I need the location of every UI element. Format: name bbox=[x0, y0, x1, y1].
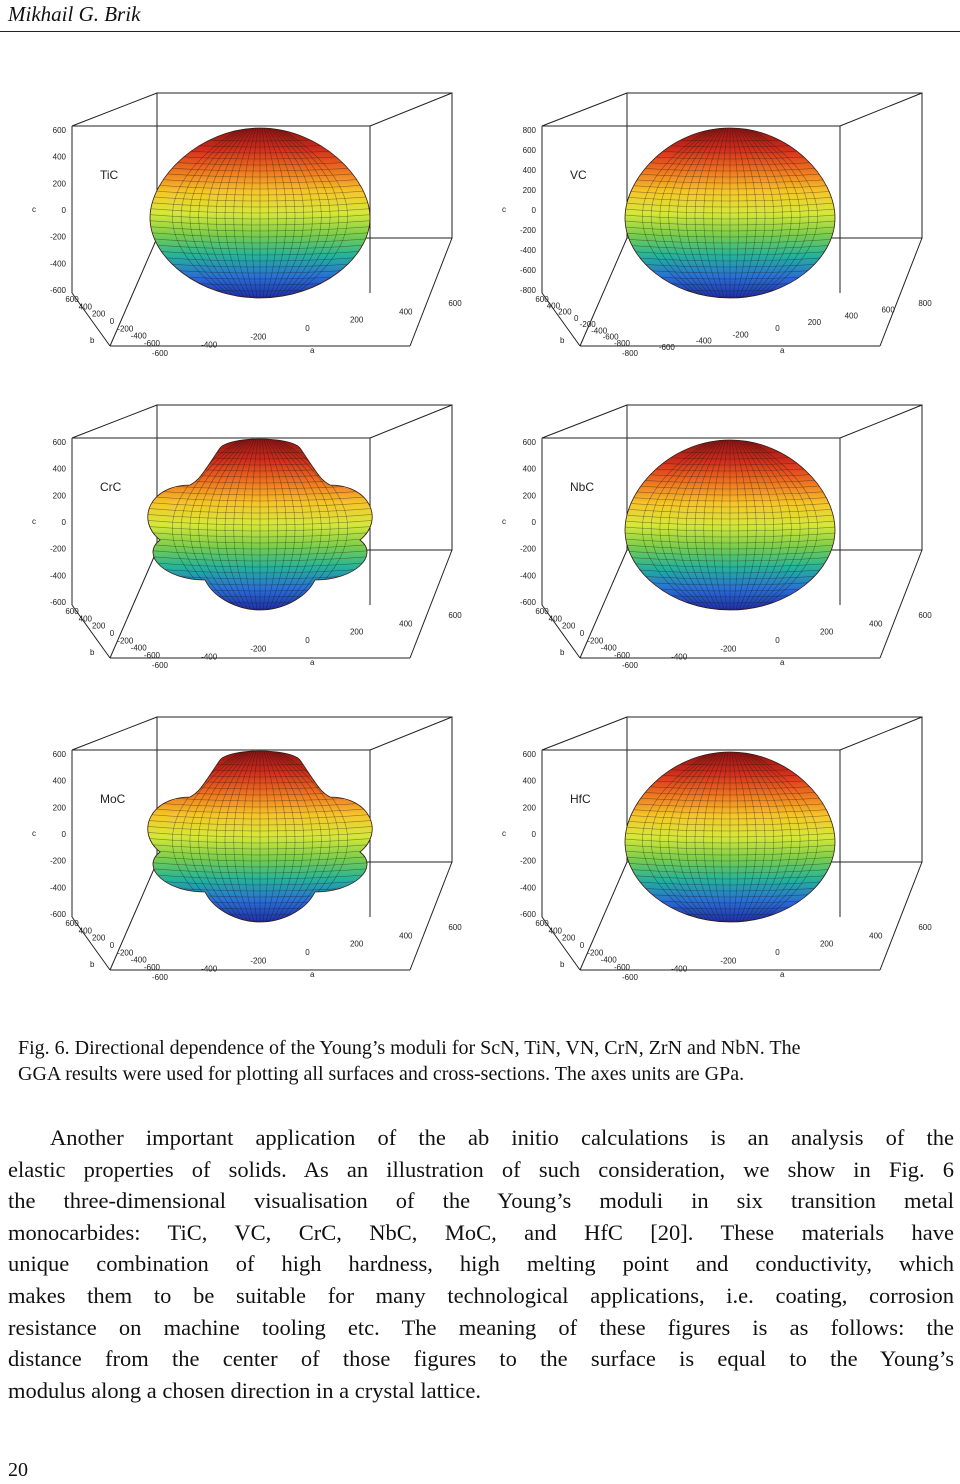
a-axis-tick-label: -200 bbox=[250, 644, 267, 654]
box-edge bbox=[370, 93, 452, 126]
c-axis-tick-label: -400 bbox=[519, 883, 536, 893]
a-axis-tick-label: -600 bbox=[621, 973, 639, 982]
a-axis-tick-label: 0 bbox=[305, 948, 310, 957]
box-edge bbox=[410, 550, 452, 658]
a-axis-tick-label: -400 bbox=[201, 964, 218, 974]
a-axis-tick-label: -400 bbox=[671, 964, 688, 974]
a-axis-tick-label: 600 bbox=[918, 611, 932, 620]
c-axis-tick-label: -200 bbox=[519, 226, 536, 235]
b-axis-tick-label: -200 bbox=[117, 636, 134, 646]
paragraph-line: monocarbides: TiC, VC, CrC, NbC, MoC, and HfC [20]. These materials have bbox=[8, 1219, 954, 1245]
panel-tic bbox=[10, 88, 480, 398]
a-axis-tick-label: 0 bbox=[305, 324, 310, 333]
a-axis-tick-label: -600 bbox=[621, 661, 639, 670]
a-axis-tick-label: 0 bbox=[305, 636, 310, 645]
caption-line: Fig. 6. Directional dependence of the Young’s moduli for ScN, TiN, VN, CrN, ZrN and NbN. The bbox=[18, 1037, 801, 1059]
b-axis-tick-label: -400 bbox=[130, 331, 147, 341]
c-axis-tick-label: 600 bbox=[52, 438, 66, 447]
c-axis-tick-label: -200 bbox=[49, 856, 66, 866]
page-number: 20 bbox=[8, 1459, 28, 1481]
b-axis-tick-label: 600 bbox=[535, 607, 549, 616]
box-edge bbox=[542, 405, 627, 438]
b-axis-tick-label: 400 bbox=[548, 926, 563, 936]
c-axis-tick-label: 400 bbox=[52, 776, 66, 786]
material-label: HfC bbox=[570, 792, 591, 806]
c-axis-tick-label: 600 bbox=[52, 126, 66, 135]
material-label: MoC bbox=[100, 792, 126, 806]
box-edge bbox=[840, 717, 922, 750]
c-axis-label: c bbox=[32, 829, 36, 838]
c-axis-tick-label: 0 bbox=[61, 206, 66, 215]
a-axis-tick-label: -600 bbox=[151, 973, 169, 982]
a-axis-tick-label: 400 bbox=[399, 931, 413, 941]
a-axis-tick-label: -400 bbox=[201, 340, 218, 350]
paragraph-line: makes them to be suitable for many technological applications, i.e. coating, corrosion bbox=[8, 1282, 954, 1308]
a-axis-label: a bbox=[780, 970, 785, 979]
c-axis-tick-label: -600 bbox=[519, 598, 536, 607]
paragraph-line: resistance on machine tooling etc. The meaning of these figures is as follows: the bbox=[8, 1314, 954, 1340]
b-axis-tick-label: 200 bbox=[91, 309, 106, 319]
b-axis-tick-label: 200 bbox=[561, 933, 576, 943]
box-edge bbox=[72, 405, 157, 438]
a-axis-tick-label: 200 bbox=[349, 627, 364, 637]
b-axis-tick-label: -200 bbox=[587, 948, 604, 958]
a-axis-tick-label: 600 bbox=[448, 611, 462, 620]
c-axis-tick-label: 200 bbox=[52, 803, 66, 813]
surface-mesh bbox=[590, 752, 870, 927]
a-axis-label: a bbox=[780, 658, 785, 667]
surface-mesh bbox=[120, 752, 400, 927]
b-axis-tick-label: 400 bbox=[546, 301, 561, 311]
a-axis-tick-label: 800 bbox=[918, 299, 932, 308]
a-axis-tick-label: -200 bbox=[732, 330, 749, 340]
box-edge bbox=[410, 238, 452, 346]
panel-moc bbox=[10, 712, 480, 1022]
b-axis-tick-label: -400 bbox=[591, 326, 608, 336]
c-axis-tick-label: 600 bbox=[522, 750, 536, 759]
a-axis-tick-label: 200 bbox=[349, 315, 364, 325]
c-axis-tick-label: -200 bbox=[519, 856, 536, 866]
c-axis-tick-label: 600 bbox=[52, 750, 66, 759]
b-axis-tick-label: 400 bbox=[78, 926, 93, 936]
b-axis-tick-label: 600 bbox=[535, 919, 549, 928]
c-axis-tick-label: 400 bbox=[522, 776, 536, 786]
paragraph-line: distance from the center of those figures to the surface is equal to the Young’s bbox=[8, 1346, 954, 1372]
box-edge bbox=[880, 238, 922, 346]
b-axis-tick-label: -600 bbox=[602, 332, 619, 342]
paragraph-line: elastic properties of solids. As an illustration of such consideration, we show in Fig. 6 bbox=[8, 1156, 954, 1182]
c-axis-tick-label: -600 bbox=[49, 598, 66, 607]
b-axis-tick-label: -200 bbox=[587, 636, 604, 646]
b-axis-tick-label: -400 bbox=[130, 643, 147, 653]
body-paragraph bbox=[8, 1122, 954, 1406]
b-axis-tick-label: 600 bbox=[65, 919, 79, 928]
box-edge bbox=[880, 862, 922, 970]
c-axis-tick-label: 200 bbox=[52, 491, 66, 501]
a-axis-tick-label: -200 bbox=[720, 644, 737, 654]
b-axis-tick-label: 0 bbox=[109, 941, 115, 950]
c-axis-tick-label: -400 bbox=[49, 259, 66, 269]
c-axis-label: c bbox=[502, 205, 506, 214]
b-axis-tick-label: -600 bbox=[613, 651, 631, 660]
a-axis-tick-label: 600 bbox=[881, 305, 895, 315]
box-edge bbox=[410, 862, 452, 970]
a-axis-tick-label: -200 bbox=[250, 956, 267, 966]
a-axis-tick-label: -600 bbox=[151, 661, 169, 670]
box-edge bbox=[840, 405, 922, 438]
a-axis-label: a bbox=[310, 346, 315, 355]
running-header bbox=[0, 0, 960, 34]
b-axis-tick-label: -200 bbox=[579, 320, 596, 330]
paragraph-line: the three-dimensional visualisation of the Young’s moduli in six transition metal bbox=[8, 1188, 954, 1214]
c-axis-tick-label: 600 bbox=[522, 146, 536, 155]
c-axis-tick-label: 200 bbox=[522, 186, 536, 195]
a-axis-tick-label: 400 bbox=[869, 931, 883, 941]
a-axis-tick-label: -400 bbox=[671, 652, 688, 662]
a-axis-tick-label: 400 bbox=[399, 619, 413, 629]
c-axis-label: c bbox=[32, 517, 36, 526]
c-axis-tick-label: 200 bbox=[522, 803, 536, 813]
figure-caption bbox=[18, 1035, 948, 1087]
c-axis-tick-label: -200 bbox=[519, 544, 536, 554]
b-axis-label: b bbox=[560, 960, 565, 969]
paragraph-line: unique combination of high hardness, high melting point and conductivity, which bbox=[8, 1251, 954, 1277]
a-axis-tick-label: 400 bbox=[869, 619, 883, 629]
b-axis-tick-label: 200 bbox=[558, 307, 572, 317]
c-axis-label: c bbox=[502, 829, 506, 838]
box-edge bbox=[840, 93, 922, 126]
c-axis-tick-label: 0 bbox=[531, 830, 536, 839]
a-axis-tick-label: 0 bbox=[775, 636, 780, 645]
a-axis-tick-label: 0 bbox=[775, 324, 780, 333]
b-axis-label: b bbox=[90, 648, 95, 657]
b-axis-tick-label: 400 bbox=[548, 614, 563, 624]
b-axis-tick-label: -400 bbox=[600, 955, 617, 965]
c-axis-tick-label: 400 bbox=[52, 464, 66, 474]
c-axis-tick-label: 400 bbox=[522, 166, 536, 175]
c-axis-tick-label: 0 bbox=[61, 518, 66, 527]
young-modulus-surface bbox=[120, 128, 400, 303]
surface-mesh bbox=[590, 128, 870, 303]
a-axis-label: a bbox=[310, 970, 315, 979]
paragraph-line: Another important application of the ab initio calculations is an analysis of the bbox=[50, 1125, 954, 1150]
c-axis-tick-label: 0 bbox=[531, 518, 536, 527]
box-edge bbox=[370, 405, 452, 438]
b-axis-tick-label: -600 bbox=[613, 963, 631, 972]
b-axis-tick-label: 0 bbox=[109, 629, 115, 638]
header-rule bbox=[0, 31, 960, 32]
b-axis-tick-label: 600 bbox=[65, 295, 79, 304]
a-axis-tick-label: 600 bbox=[918, 923, 932, 932]
b-axis-tick-label: -600 bbox=[143, 963, 161, 972]
b-axis-tick-label: 400 bbox=[78, 614, 93, 624]
b-axis-tick-label: 0 bbox=[579, 941, 585, 950]
c-axis-tick-label: -600 bbox=[519, 910, 536, 919]
b-axis-tick-label: -400 bbox=[130, 955, 147, 965]
c-axis-tick-label: 400 bbox=[522, 464, 536, 474]
c-axis-tick-label: 600 bbox=[522, 438, 536, 447]
b-axis-tick-label: -200 bbox=[117, 948, 134, 958]
material-label: NbC bbox=[570, 480, 595, 494]
c-axis-tick-label: 400 bbox=[52, 152, 66, 162]
a-axis-tick-label: 400 bbox=[399, 307, 413, 317]
a-axis-label: a bbox=[780, 346, 785, 355]
a-axis-tick-label: -200 bbox=[250, 332, 267, 342]
a-axis-tick-label: -800 bbox=[621, 349, 639, 358]
a-axis-tick-label: -600 bbox=[658, 342, 675, 352]
c-axis-label: c bbox=[502, 517, 506, 526]
a-axis-tick-label: 400 bbox=[844, 311, 858, 321]
figure-6 bbox=[0, 88, 960, 1018]
surface-mesh bbox=[120, 440, 400, 615]
b-axis-tick-label: 400 bbox=[78, 302, 93, 312]
c-axis-tick-label: -600 bbox=[519, 266, 536, 275]
c-axis-tick-label: -800 bbox=[519, 286, 536, 295]
box-edge bbox=[542, 717, 627, 750]
panel-vc bbox=[480, 88, 950, 398]
b-axis-label: b bbox=[560, 648, 565, 657]
panel-hfc bbox=[480, 712, 950, 1022]
a-axis-tick-label: 200 bbox=[819, 627, 834, 637]
c-axis-tick-label: -400 bbox=[49, 883, 66, 893]
young-modulus-surface bbox=[120, 439, 400, 615]
box-edge bbox=[72, 93, 157, 126]
b-axis-tick-label: 0 bbox=[579, 629, 585, 638]
a-axis-tick-label: -200 bbox=[720, 956, 737, 966]
young-modulus-surface bbox=[590, 752, 870, 927]
material-label: CrC bbox=[100, 480, 122, 494]
header-author: Mikhail G. Brik bbox=[8, 2, 141, 26]
b-axis-tick-label: 200 bbox=[561, 621, 576, 631]
surface-mesh bbox=[120, 128, 400, 303]
b-axis-tick-label: 600 bbox=[535, 295, 549, 304]
b-axis-tick-label: -600 bbox=[143, 651, 161, 660]
c-axis-label: c bbox=[32, 205, 36, 214]
a-axis-tick-label: 600 bbox=[448, 923, 462, 932]
box-edge bbox=[72, 717, 157, 750]
b-axis-tick-label: 0 bbox=[109, 317, 115, 326]
b-axis-tick-label: -800 bbox=[613, 339, 631, 348]
box-edge bbox=[370, 717, 452, 750]
a-axis-tick-label: 200 bbox=[807, 317, 822, 327]
material-label: TiC bbox=[100, 168, 119, 182]
paragraph-line: modulus along a chosen direction in a crystal lattice. bbox=[8, 1377, 481, 1403]
b-axis-tick-label: 600 bbox=[65, 607, 79, 616]
b-axis-tick-label: 0 bbox=[574, 313, 579, 323]
b-axis-label: b bbox=[90, 960, 95, 969]
c-axis-tick-label: -600 bbox=[49, 910, 66, 919]
c-axis-tick-label: -400 bbox=[519, 246, 536, 255]
a-axis-label: a bbox=[310, 658, 315, 667]
c-axis-tick-label: 200 bbox=[522, 491, 536, 501]
c-axis-tick-label: 0 bbox=[61, 830, 66, 839]
b-axis-tick-label: 200 bbox=[91, 621, 106, 631]
surface-mesh bbox=[590, 440, 870, 615]
a-axis-tick-label: -600 bbox=[151, 349, 169, 358]
c-axis-tick-label: -200 bbox=[49, 232, 66, 242]
c-axis-tick-label: -600 bbox=[49, 286, 66, 295]
young-modulus-surface bbox=[590, 128, 870, 303]
a-axis-tick-label: -400 bbox=[695, 336, 712, 346]
caption-line: GGA results were used for plotting all surfaces and cross-sections. The axes units are GPa. bbox=[18, 1063, 745, 1085]
b-axis-tick-label: -400 bbox=[600, 643, 617, 653]
young-modulus-surface bbox=[120, 751, 400, 927]
material-label: VC bbox=[570, 168, 587, 182]
c-axis-tick-label: -400 bbox=[519, 571, 536, 581]
c-axis-tick-label: 800 bbox=[522, 126, 536, 135]
b-axis-label: b bbox=[90, 336, 95, 345]
b-axis-tick-label: -600 bbox=[143, 339, 161, 348]
a-axis-tick-label: 200 bbox=[819, 939, 834, 949]
b-axis-label: b bbox=[560, 336, 565, 345]
c-axis-tick-label: -200 bbox=[49, 544, 66, 554]
a-axis-tick-label: 200 bbox=[349, 939, 364, 949]
c-axis-tick-label: -400 bbox=[49, 571, 66, 581]
a-axis-tick-label: -400 bbox=[201, 652, 218, 662]
panel-crc bbox=[10, 400, 480, 710]
box-edge bbox=[880, 550, 922, 658]
b-axis-tick-label: -200 bbox=[117, 324, 134, 334]
c-axis-tick-label: 200 bbox=[52, 179, 66, 189]
a-axis-tick-label: 0 bbox=[775, 948, 780, 957]
a-axis-tick-label: 600 bbox=[448, 299, 462, 308]
b-axis-tick-label: 200 bbox=[91, 933, 106, 943]
young-modulus-surface bbox=[590, 440, 870, 615]
c-axis-tick-label: 0 bbox=[531, 206, 536, 215]
box-edge bbox=[542, 93, 627, 126]
panel-nbc bbox=[480, 400, 950, 710]
